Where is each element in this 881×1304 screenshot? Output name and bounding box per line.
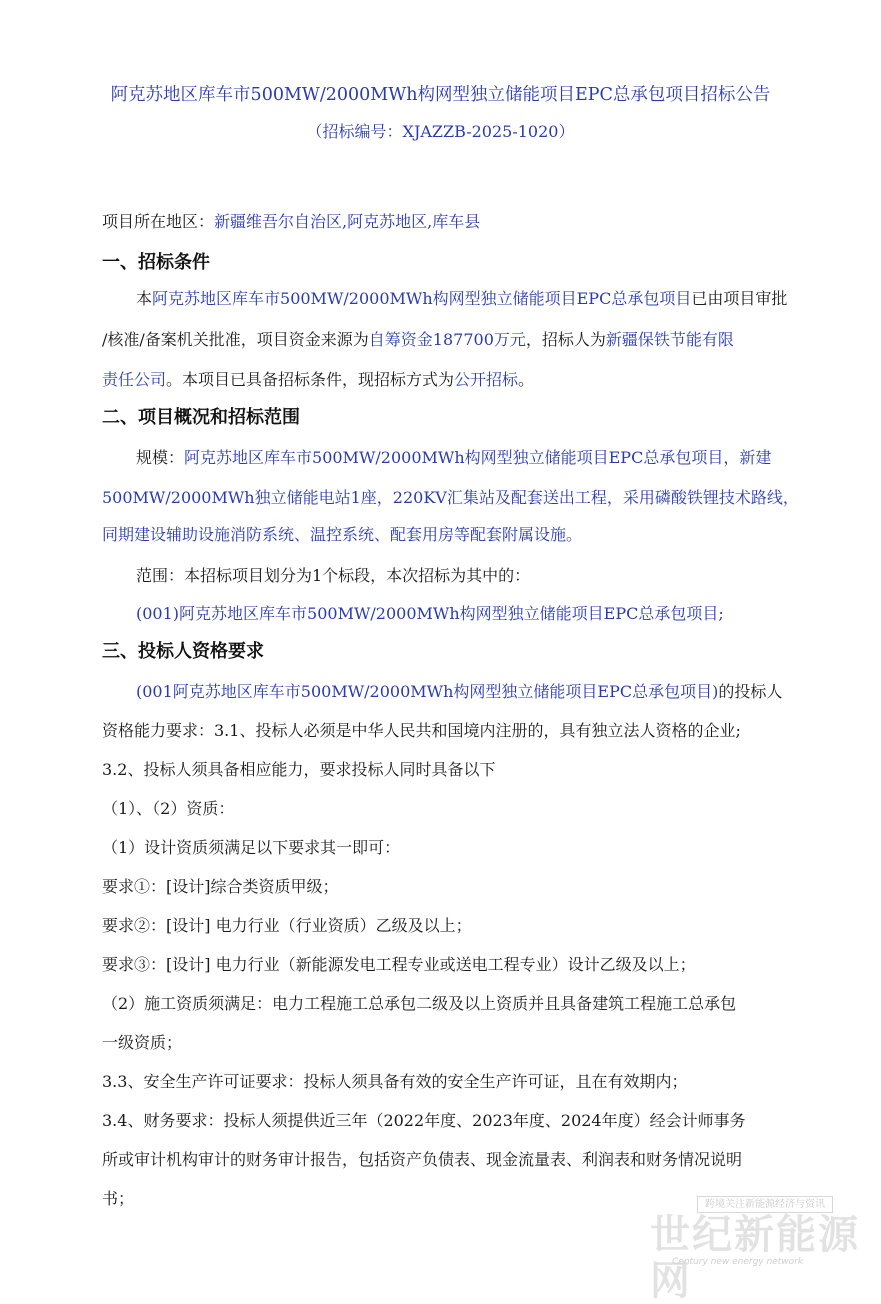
scale-line-1: [136, 447, 881, 469]
text-run: 。本项目已具备招标条件，现招标方式为: [166, 370, 455, 389]
qualification-line-7: 要求②：[设计] 电力行业（行业资质）乙级及以上；: [102, 916, 472, 935]
project-name-link: 阿克苏地区库车市500MW/2000MWh构网型独立储能项目EPC总承包项目: [152, 289, 692, 308]
qualification-line-11: 3.3、安全生产许可证要求：投标人须具备有效的安全生产许可证，且在有效期内；: [102, 1072, 688, 1091]
qualification-line-5: （1）设计资质须满足以下要求其一即可：: [102, 838, 401, 857]
watermark-box: 跨境关注新能源经济与资讯: [697, 1196, 833, 1213]
qualification-line-4: （1）、（2）资质：: [102, 799, 235, 818]
bid-number: （招标编号：XJAZZB-2025-1020）: [306, 122, 575, 141]
lot-line: (001)阿克苏地区库车市500MW/2000MWh构网型独立储能项目EPC总承包项目;: [136, 604, 724, 623]
qualification-line-3: 3.2、投标人须具备相应能力，要求投标人同时具备以下: [102, 760, 496, 779]
document-title: 阿克苏地区库车市500MW/2000MWh构网型独立储能项目EPC总承包项目招标公告: [110, 85, 771, 105]
qualification-line-10: 一级资质；: [102, 1033, 183, 1052]
scale-line-3: 同期建设辅助设施消防系统、温控系统、配套用房等配套附属设施。: [102, 525, 583, 544]
lot-reference: (001阿克苏地区库车市500MW/2000MWh构网型独立储能项目EPC总承包项目): [136, 682, 719, 701]
watermark-logo: 世纪新能源网: [650, 1211, 860, 1304]
text-run: /核准/备案机关批准，项目资金来源为: [102, 330, 369, 349]
scale-line-2: 500MW/2000MWh独立储能电站1座，220KV汇集站及配套送出工程，采用磷酸铁锂技术路线，: [102, 488, 799, 507]
region-value: 新疆维吾尔自治区,阿克苏地区,库车县: [214, 212, 481, 231]
text-run: 的投标人: [718, 682, 783, 701]
tenderer-name-cont: 责任公司: [102, 370, 167, 389]
text-run: 。: [518, 370, 535, 389]
text-run: 本: [136, 289, 153, 308]
qualification-line-9: （2）施工资质须满足：电力工程施工总承包二级及以上资质并且具备建筑工程施工总承包: [102, 994, 737, 1013]
tender-method: 公开招标: [454, 370, 519, 389]
section-3-heading: 三、投标人资格要求: [102, 641, 264, 662]
scale-label: 规模：: [136, 448, 185, 467]
scale-text: 阿克苏地区库车市500MW/2000MWh构网型独立储能项目EPC总承包项目，新建: [184, 448, 772, 467]
qualification-line-12: 3.4、财务要求：投标人须提供近三年（2022年度、2023年度、2024年度）经会计师事务: [102, 1111, 746, 1130]
section-1-paragraph-line-1: [136, 288, 881, 310]
text-run: 已由项目审批: [691, 289, 788, 308]
section-1-paragraph-line-3: [102, 369, 881, 391]
qualification-line-2: 资格能力要求：3.1、投标人必须是中华人民共和国境内注册的，具有独立法人资格的企业;: [102, 721, 741, 740]
qualification-line-6: 要求①：[设计]综合类资质甲级；: [102, 877, 339, 896]
tenderer-name: 新疆保铁节能有限: [605, 330, 734, 349]
qualification-line-14: 书；: [102, 1189, 135, 1208]
qualification-line-1: [136, 681, 881, 703]
qualification-line-13: 所或审计机构审计的财务审计报告，包括资产负债表、现金流量表、利润表和财务情况说明: [102, 1150, 743, 1169]
watermark-subtitle: Century new energy network: [672, 1257, 804, 1267]
region-label: 项目所在地区：: [102, 212, 215, 231]
section-1-paragraph-line-2: [102, 329, 881, 351]
qualification-line-8: 要求③：[设计] 电力行业（新能源发电工程专业或送电工程专业）设计乙级及以上；: [102, 955, 696, 974]
text-run: ，招标人为: [525, 330, 606, 349]
project-region: [102, 211, 881, 233]
fund-source: 自筹资金187700万元: [368, 330, 526, 349]
section-2-heading: 二、项目概况和招标范围: [102, 407, 300, 428]
section-1-heading: 一、招标条件: [102, 252, 210, 273]
scope-line: 范围：本招标项目划分为1个标段，本次招标为其中的：: [136, 566, 531, 585]
